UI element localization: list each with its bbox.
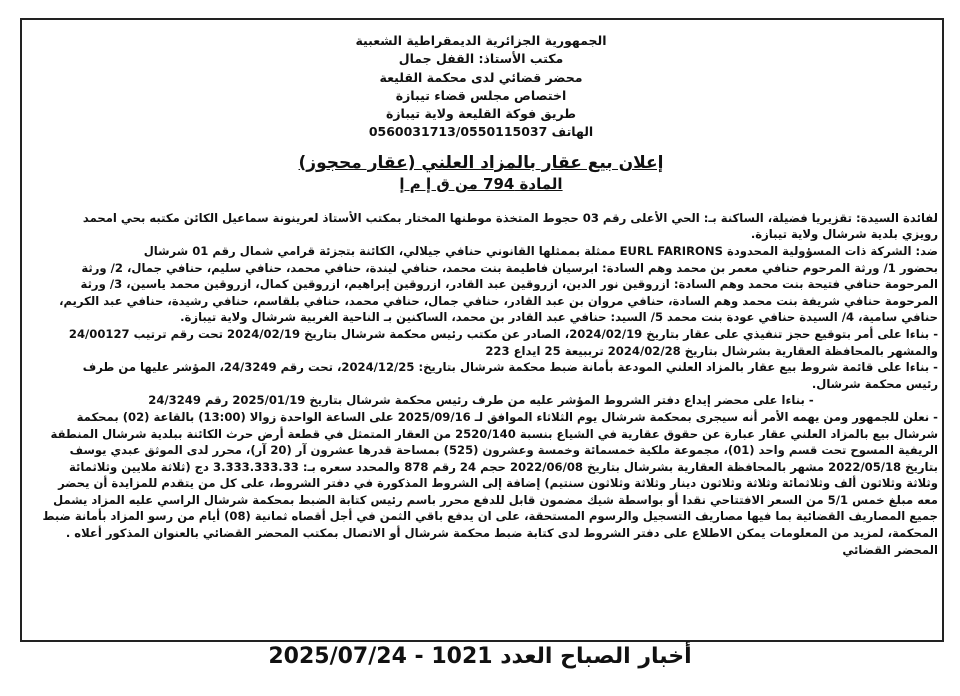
header-line: اختصاص مجلس قضاء تيبازة: [395, 87, 567, 103]
notice-body: [24, 210, 938, 558]
notice-document: [24, 32, 938, 558]
body-line: وثلاثة وثلاثون ألف وثلاثمائة وثلاثة وثلاثون دينار وثلاثة وثلاثون سنتيم) إضافة إلى الشروط المذكورة في دفتر الشروط، على كل من يتقدم للمزايدة أن يحضر: [58, 476, 938, 491]
body-line: معه مبلغ خمس 5/1 من السعر الافتتاحي نقدا أو بواسطة شيك مضمون قابل للدفع محرر باسم رئيس كتابة الضبط بمحكمة شرشال الراسي عليه المزاد يشمل: [53, 492, 938, 507]
body-line: بتاريخ 2022/05/18 مشهر بالمحافظة العقارية بشرشال بتاريخ 2022/06/08 حجم 24 رقم 878 والمحدد سعره بـ: 3.333.333.33 دج (ثلاثة ملايين وثلاثمائة: [69, 459, 938, 474]
body-line: المحكمة، لمزيد من المعلومات يمكن الاطلاع على دفتر الشروط لدى كتابة ضبط محكمة شرشال أو الاتصال بمكتب المحضر القضائي بالعنوان المذكور أعلاه .: [65, 526, 938, 541]
body-line: حنافي سامية، 4/ السيدة حنافي عودة بنت محمد 5/ السيد: حنافي عبد القادر بن محمد، الساكنين بـ الناحية الغربية شرشال ولاية تيبازة.: [180, 310, 938, 325]
body-line: - بناءا على قائمة شروط بيع عقار بالمزاد العلني المودعة بأمانة ضبط محكمة شرشال بتاريخ: 2024/12/25، تحت رقم 24/3249، المؤشر عليها من طرف: [82, 360, 938, 375]
notice-subtitle: المادة 794 من ق إ م إ: [399, 174, 563, 193]
body-line: الريفية المسوح تحت قسم واحد (01)، مجموعة ملكية خمسمائة وخمسة وعشرون (525) بمساحة قدرها عشرون آر (20 آر)، محرر لدى الموثق عبدي يوسف: [69, 443, 938, 458]
body-line: - بناءا على محضر إيداع دفتر الشروط المؤشر عليه من طرف رئيس محكمة شرشال بتاريخ 2025/01/19 رقم 24/3249: [148, 393, 814, 408]
body-line: رئيس محكمة شرشال.: [811, 376, 938, 391]
notice-title-block: [24, 152, 938, 194]
body-line: المرحومة حنافي شريفة بنت محمد وهم السادة، حنافي مروان بن عبد القادر، حنافي جمال، حنافي محمد، حنافي بلقاسم، حنافي رشيدة، حنافي عبد الكريم،: [59, 293, 938, 308]
body-line: لفائدة السيدة: تقزيريا فضيلة، الساكنة بـ: الحي الأعلى رقم 03 حجوط المتخذة موطنها المختار بمكتب الأستاذ لعرينونة سماعيل الكائن مكتبه بحي امحمد: [82, 210, 938, 225]
header-line: الجمهورية الجزائرية الديمقراطية الشعبية: [355, 33, 607, 48]
header-line: طريق فوكة القليعة ولاية تيبازة: [385, 106, 577, 122]
body-line: رويزي بلدية شرشال ولاية تيبازة.: [750, 227, 938, 242]
header-line: مكتب الأستاذ: القفل جمال: [398, 51, 564, 67]
bailiff-header: [24, 32, 938, 142]
body-line: - بناءا على أمر بتوقيع حجز تنفيذي على عقار بتاريخ 2024/02/19، الصادر عن مكتب رئيس محكمة شرشال بتاريخ 2024/02/19 تحت رقم ترتيب 24/00127: [68, 326, 938, 341]
body-line: والمشهر بالمحافظة العقارية بشرشال بتاريخ 2024/02/28 ترببيعة 25 ايداع 223: [485, 343, 938, 358]
newspaper-footer: أخبار الصباح العدد 1021 - 2025/07/24: [268, 644, 692, 669]
notice-title: إعلان بيع عقار بالمزاد العلني (عقار محجوز): [298, 152, 664, 173]
body-line: ضد: الشركة ذات المسؤولية المحدودة EURL FARIRONS ممثلة بممثلها القانوني حنافي جيلالي، الكائنة بتجزئة قرامي شمال رقم 01 شرشال: [143, 243, 938, 258]
header-line: الهاتف 0560031713/0550115037: [368, 124, 594, 140]
body-line: - نعلن للجمهور ومن يهمه الأمر أنه سيجرى بمحكمة شرشال يوم الثلاثاء الموافق لـ 2025/09/16 على الساعة الواحدة زوالا (13:00) بالقاعة (02) بمحكمة: [76, 409, 938, 424]
header-line: محضر قضائي لدى محكمة القليعة: [379, 69, 583, 85]
body-line: جميع المصاريف القضائية بما فيها مصاريف التسجيل والرسوم المستحقة، على ان يدفع باقي الثمن في أجل أقصاه ثمانية (08) أيام من رسو المزاد بأمانة ضبط: [42, 509, 938, 524]
signature-label: المحضر القضائي: [842, 542, 938, 557]
body-line: بحضور 1/ ورثة المرحوم حنافي معمر بن محمد وهم السادة: ابرسيان فاطيمة بنت محمد، حنافي ليندة، حنافي محمد، حنافي سليم، حنافي جمال، 2/ ورثة: [81, 260, 938, 275]
body-line: المرحومة حنافي فتيحة بنت محمد وهم السادة: ازروقين نور الدين، ازروقين عبد القادر، ازروقين إبراهيم، ازروقين كمال، ازروقين محمد ياسين، 3/ ورثة: [80, 277, 938, 292]
body-line: شرشال بيع بالمزاد العلني عقار عبارة عن حقوق عقارية في الشياع بنسبة 2520/140 من العقار المتمثل في قطعة أرض حرث الكائنة ببلدية شرشال المنطقة: [50, 426, 938, 441]
